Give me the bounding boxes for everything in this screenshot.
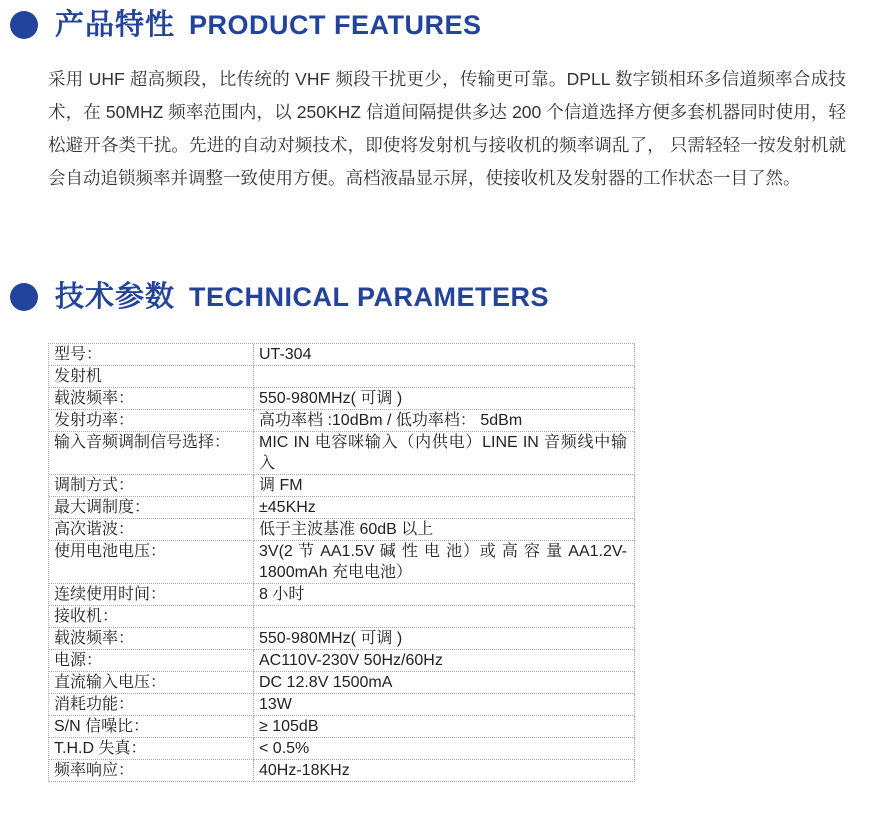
table-row bbox=[49, 344, 635, 366]
spec-label: 调制方式： bbox=[49, 475, 254, 497]
circle-bullet-icon bbox=[10, 11, 38, 39]
spec-value bbox=[254, 606, 635, 628]
table-row bbox=[49, 432, 635, 475]
table-row bbox=[49, 497, 635, 519]
spec-label: 输入音频调制信号选择： bbox=[49, 432, 254, 475]
spec-value: 13W bbox=[254, 694, 635, 716]
spec-value: 调 FM bbox=[254, 475, 635, 497]
spec-value: DC 12.8V 1500mA bbox=[254, 672, 635, 694]
spec-value: UT-304 bbox=[254, 344, 635, 366]
spec-value: 550-980MHz( 可调 ) bbox=[254, 628, 635, 650]
table-row bbox=[49, 628, 635, 650]
features-title-zh: 产品特性 bbox=[55, 9, 176, 41]
spec-label: 最大调制度： bbox=[49, 497, 254, 519]
spec-label: 高次谐波： bbox=[49, 519, 254, 541]
spec-value: 3V(2 节 AA1.5V 碱 性 电 池）或 高 容 量 AA1.2V-1800mAh 充电电池） bbox=[254, 541, 635, 584]
spec-label: 发射机 bbox=[49, 366, 254, 388]
spec-label: 消耗功能： bbox=[49, 694, 254, 716]
spec-value: 低于主波基准 60dB 以上 bbox=[254, 519, 635, 541]
table-row bbox=[49, 475, 635, 497]
circle-bullet-icon bbox=[10, 283, 38, 311]
spec-table bbox=[48, 343, 635, 782]
spec-value: AC110V-230V 50Hz/60Hz bbox=[254, 650, 635, 672]
spec-label: 直流输入电压： bbox=[49, 672, 254, 694]
table-row bbox=[49, 366, 635, 388]
spec-value: ±45KHz bbox=[254, 497, 635, 519]
spec-label: 使用电池电压： bbox=[49, 541, 254, 584]
spec-label: 电源： bbox=[49, 650, 254, 672]
table-row bbox=[49, 606, 635, 628]
features-section-header bbox=[10, 0, 873, 42]
spec-value: 40Hz-18KHz bbox=[254, 760, 635, 782]
table-row bbox=[49, 650, 635, 672]
spec-label: 载波频率： bbox=[49, 388, 254, 410]
spec-value: 高功率档 :10dBm / 低功率档： 5dBm bbox=[254, 410, 635, 432]
spec-label: 载波频率： bbox=[49, 628, 254, 650]
spec-label: T.H.D 失真： bbox=[49, 738, 254, 760]
table-row bbox=[49, 760, 635, 782]
table-row bbox=[49, 519, 635, 541]
spec-label: 频率响应： bbox=[49, 760, 254, 782]
table-row bbox=[49, 541, 635, 584]
features-paragraph: 采用 UHF 超高频段，比传统的 VHF 频段干扰更少，传输更可靠。DPLL 数字锁相环多信道频率合成技术，在 50MHZ 频率范围内，以 250KHZ 信道间隔提供多达 200 个信道选择方便多套机器同时使用，轻松避开各类干扰。先进的自动对频技术，即使将发射机与接收机的频率调乱了， 只需轻轻一按发射机就会自动追锁频率并调整一致使用方便。高档液晶显示屏，使接收机及发射器的工作状态一目了然。 bbox=[48, 69, 846, 188]
table-row bbox=[49, 584, 635, 606]
spec-label: 发射功率： bbox=[49, 410, 254, 432]
parameters-title-en: TECHNICAL PARAMETERS bbox=[189, 282, 550, 312]
table-row bbox=[49, 410, 635, 432]
spec-value: < 0.5% bbox=[254, 738, 635, 760]
spec-value: 550-980MHz( 可调 ) bbox=[254, 388, 635, 410]
spec-value: ≥ 105dB bbox=[254, 716, 635, 738]
parameters-section-header bbox=[10, 280, 873, 314]
spec-value: MIC IN 电容咪输入（内供电）LINE IN 音频线中输入 bbox=[254, 432, 635, 475]
spec-value bbox=[254, 366, 635, 388]
spec-value: 8 小时 bbox=[254, 584, 635, 606]
spec-label: S/N 信噪比： bbox=[49, 716, 254, 738]
table-row bbox=[49, 738, 635, 760]
spec-label: 接收机： bbox=[49, 606, 254, 628]
spec-label: 型号： bbox=[49, 344, 254, 366]
spec-label: 连续使用时间： bbox=[49, 584, 254, 606]
table-row bbox=[49, 388, 635, 410]
table-row bbox=[49, 672, 635, 694]
features-title-en: PRODUCT FEATURES bbox=[189, 10, 482, 40]
table-row bbox=[49, 694, 635, 716]
parameters-title-zh: 技术参数 bbox=[55, 281, 176, 313]
table-row bbox=[49, 716, 635, 738]
